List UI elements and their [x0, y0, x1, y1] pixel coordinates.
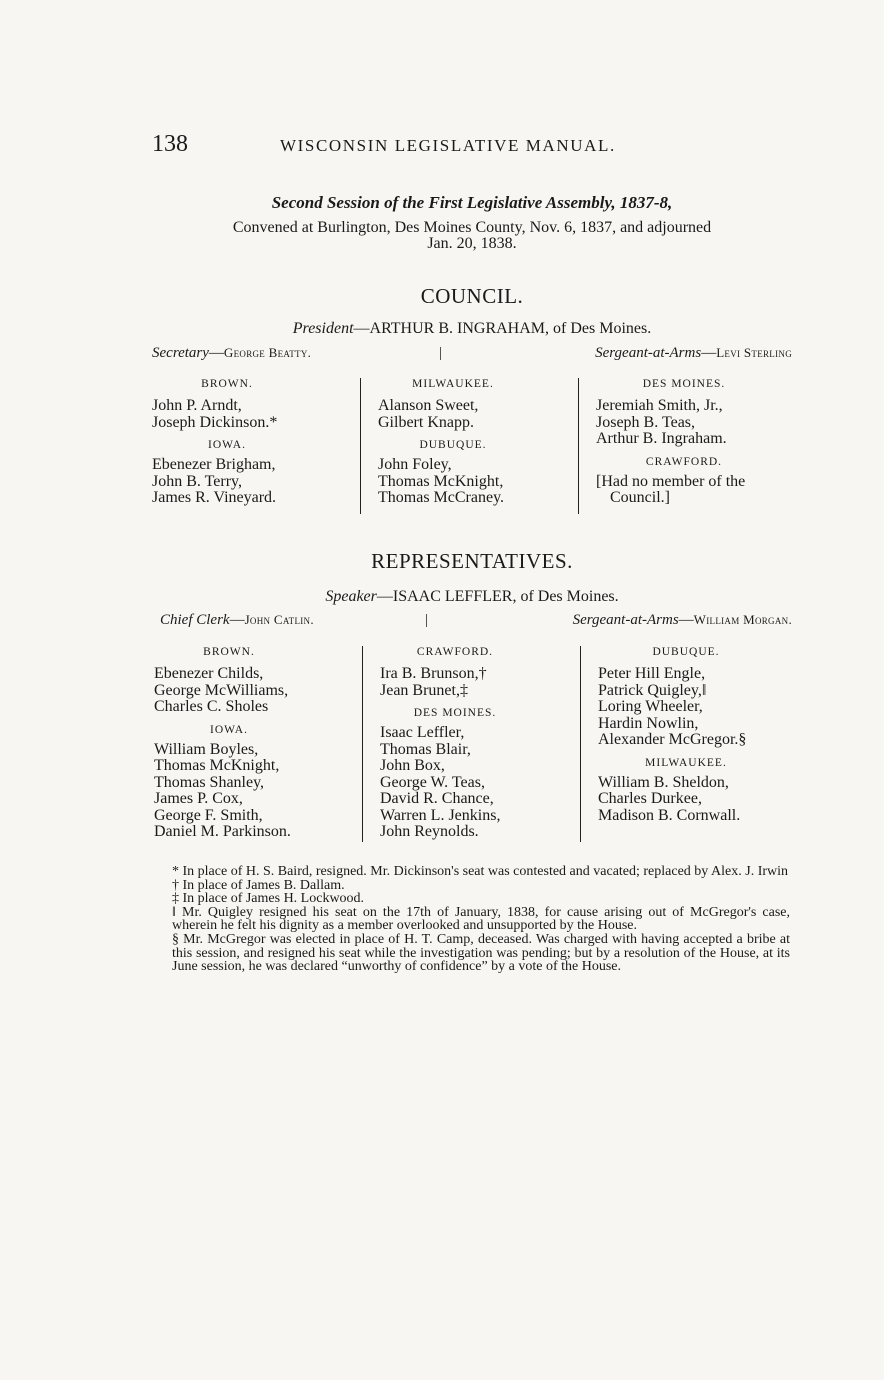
member-name: William Boyles,	[154, 740, 259, 758]
county-heading: DES MOINES.	[642, 378, 726, 390]
footnote: ‖ Mr. Quigley resigned his seat on the 17th of January, 1838, for cause arising out of McGregor's case, wherein he felt his dignity as a member overlooked and unsupported by the House.	[172, 904, 790, 934]
council-column-3	[596, 378, 792, 507]
column-rule	[360, 378, 361, 514]
member-name: Patrick Quigley,‖	[598, 681, 707, 699]
sergeant-label: Sergeant-at-Arms	[572, 612, 679, 628]
member-name: Alexander McGregor.§	[598, 731, 747, 748]
footnote: ‡ In place of James H. Lockwood.	[172, 891, 365, 907]
representatives-column-1	[154, 646, 354, 841]
officer-divider: |	[439, 345, 443, 361]
county-heading: DUBUQUE.	[652, 646, 720, 658]
council-sergeant: Sergeant-at-Arms—Levi Sterling	[595, 345, 792, 361]
member-name: John Foley,	[378, 456, 452, 473]
sergeant-name: Levi Sterling	[716, 345, 792, 360]
member-name: Madison B. Cornwall.	[598, 806, 741, 824]
council-heading: COUNCIL.	[420, 284, 524, 308]
member-name: Alanson Sweet,	[378, 397, 479, 414]
member-name: James R. Vineyard.	[152, 489, 277, 506]
council-president-line: President—ARTHUR B. INGRAHAM, of Des Moines.	[292, 320, 652, 337]
member-name: John P. Arndt,	[152, 397, 242, 414]
sergeant-name: William Morgan.	[693, 612, 792, 627]
sergeant-label: Sergeant-at-Arms	[595, 345, 702, 361]
representatives-column-3	[598, 646, 792, 824]
running-title: WISCONSIN LEGISLATIVE MANUAL.	[280, 136, 616, 155]
member-name: Jeremiah Smith, Jr.,	[596, 397, 723, 414]
member-name: Jean Brunet,‡	[380, 681, 468, 699]
member-name: Joseph B. Teas,	[596, 413, 696, 431]
member-name: John Box,	[380, 757, 445, 774]
session-subtitle	[152, 220, 792, 252]
clerk-label: Chief Clerk	[160, 612, 230, 628]
member-name: Peter Hill Engle,	[598, 665, 706, 682]
county-heading: IOWA.	[208, 439, 246, 451]
session-subtitle-line-2: Jan. 20, 1838.	[427, 235, 517, 252]
member-name: Thomas Shanley,	[154, 773, 265, 791]
member-name: Thomas McCraney.	[378, 489, 505, 506]
column-rule	[362, 646, 363, 842]
county-heading: IOWA.	[210, 723, 248, 736]
county-heading: DUBUQUE.	[419, 439, 487, 451]
chief-clerk: Chief Clerk—John Catlin.	[160, 612, 314, 628]
president-label: President	[292, 320, 354, 337]
officer-divider: |	[425, 612, 429, 628]
member-name: Council.]	[610, 489, 670, 506]
member-name: Thomas McKnight,	[378, 472, 504, 490]
member-name: George McWilliams,	[154, 681, 289, 699]
member-name: William B. Sheldon,	[598, 773, 729, 791]
member-name: Charles C. Sholes	[154, 698, 269, 715]
member-name: George W. Teas,	[380, 773, 485, 791]
county-heading: CRAWFORD.	[645, 455, 723, 468]
speaker-name: ISAAC LEFFLER, of Des Moines.	[392, 588, 619, 605]
president-name: ARTHUR B. INGRAHAM, of Des Moines.	[369, 320, 652, 337]
member-name: Hardin Nowlin,	[598, 714, 699, 732]
footnote: † In place of James B. Dallam.	[172, 877, 345, 893]
county-heading: BROWN.	[203, 646, 255, 658]
council-column-2	[378, 378, 578, 507]
representatives-column-2	[380, 646, 580, 841]
session-subtitle-line-1: Convened at Burlington, Des Moines County, Nov. 6, 1837, and adjourned	[232, 219, 712, 236]
county-heading: DES MOINES.	[413, 707, 497, 719]
member-name: [Had no member of the	[596, 472, 746, 490]
member-name: Ebenezer Childs,	[154, 665, 264, 682]
column-rule	[580, 646, 581, 842]
footnote: § Mr. McGregor was elected in place of H. T. Camp, deceased. Was charged with having accepted a bribe at this session, and resigned his seat while the investigation was pending; but by a resolution of the House, at its June session, he was declared “unworthy of confidence” by a vote of the House.	[172, 931, 790, 975]
member-name: Daniel M. Parkinson.	[154, 823, 291, 840]
member-name: James P. Cox,	[154, 790, 243, 807]
representatives-columns	[152, 646, 792, 842]
footnote: * In place of H. S. Baird, resigned. Mr. Dickinson's seat was contested and vacated; replaced by Alex. J. Irwin	[172, 864, 789, 879]
council-columns	[152, 378, 792, 514]
council-secretary: Secretary—George Beatty.	[152, 345, 312, 361]
clerk-name: John Catlin.	[244, 612, 314, 627]
member-name: Charles Durkee,	[598, 790, 702, 807]
member-name: Arthur B. Ingraham.	[596, 430, 727, 447]
member-name: Joseph Dickinson.*	[152, 413, 278, 431]
member-name: David R. Chance,	[380, 790, 494, 807]
page-number: 138	[152, 131, 188, 157]
representatives-heading: REPRESENTATIVES.	[371, 549, 573, 573]
member-name: Thomas McKnight,	[154, 757, 280, 774]
running-head	[152, 131, 792, 161]
representatives-officers	[152, 612, 792, 634]
member-name: Thomas Blair,	[380, 740, 471, 758]
county-heading: MILWAUKEE.	[412, 378, 494, 390]
speaker-line: Speaker—ISAAC LEFFLER, of Des Moines.	[325, 588, 619, 605]
speaker-label: Speaker	[325, 588, 377, 605]
member-name: Gilbert Knapp.	[378, 413, 474, 431]
member-name: George F. Smith,	[154, 806, 263, 824]
member-name: John B. Terry,	[152, 472, 242, 490]
member-name: Warren L. Jenkins,	[380, 806, 501, 824]
council-officers	[152, 345, 792, 367]
secretary-name: George Beatty.	[223, 345, 312, 360]
county-heading: BROWN.	[201, 378, 253, 390]
member-name: Ebenezer Brigham,	[152, 456, 276, 473]
footnotes	[158, 865, 790, 974]
session-title: Second Session of the First Legislative Assembly, 1837-8,	[271, 193, 673, 212]
member-name: John Reynolds.	[380, 823, 479, 840]
county-heading: MILWAUKEE.	[645, 756, 727, 769]
member-name: Loring Wheeler,	[598, 698, 703, 715]
council-column-1	[152, 378, 352, 507]
member-name: Isaac Leffler,	[380, 724, 465, 741]
secretary-label: Secretary	[152, 345, 209, 361]
member-name: Ira B. Brunson,†	[380, 665, 487, 682]
column-rule	[578, 378, 579, 514]
county-heading: CRAWFORD.	[416, 646, 494, 658]
house-sergeant: Sergeant-at-Arms—William Morgan.	[572, 612, 792, 628]
